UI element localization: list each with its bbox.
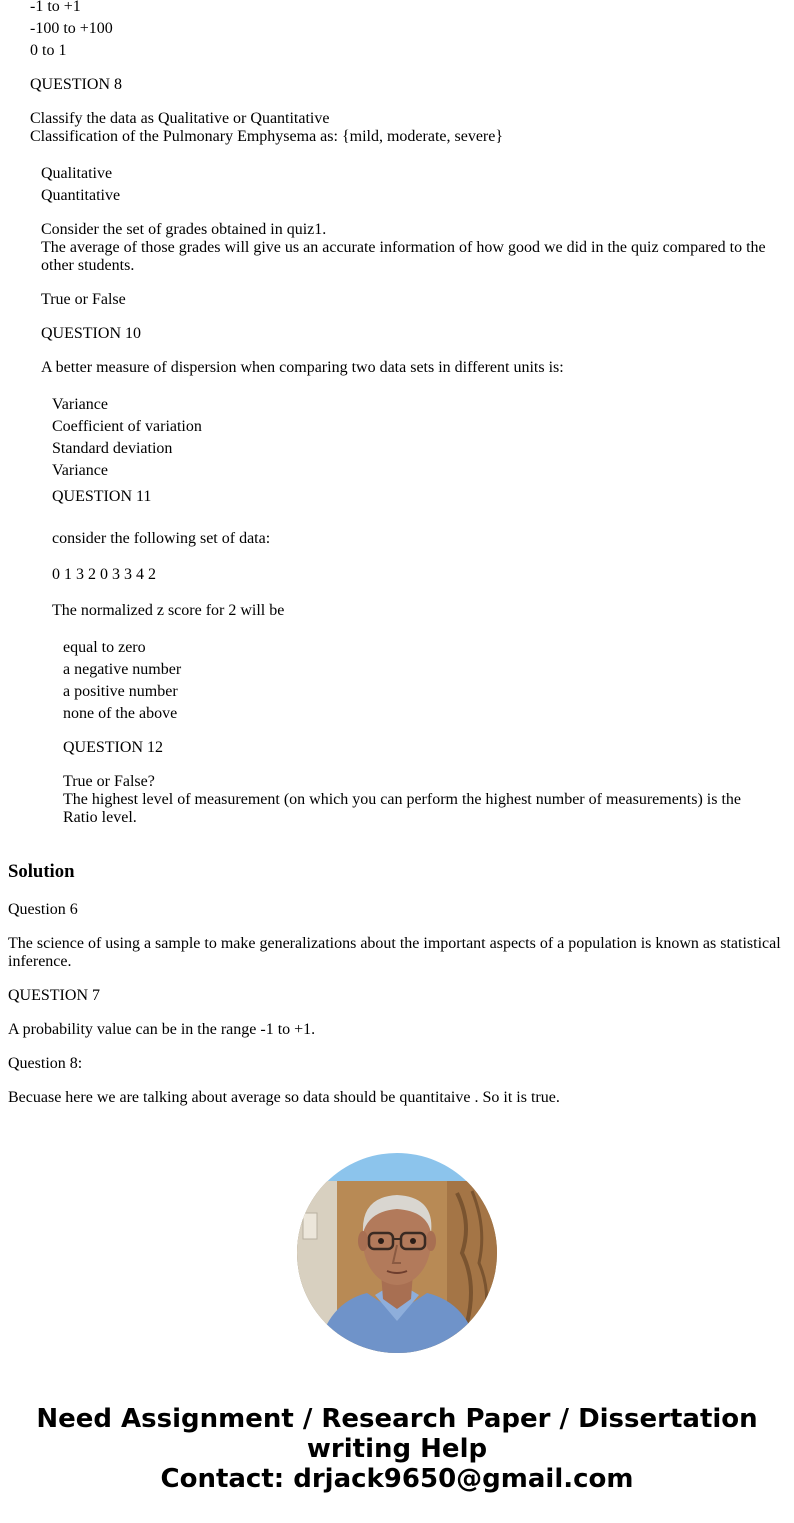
promo-line-2: writing Help bbox=[306, 1434, 488, 1464]
q8-option-1: Qualitative bbox=[41, 165, 113, 182]
q8-line-1: Classify the data as Qualitative or Quantitative bbox=[30, 110, 330, 127]
q9-line-1: Consider the set of grades obtained in quiz1. bbox=[41, 221, 327, 238]
q10-option-3: Standard deviation bbox=[52, 440, 173, 457]
promo-contact: Contact: drjack9650@gmail.com bbox=[160, 1464, 634, 1494]
q11-option-2: a negative number bbox=[63, 661, 182, 678]
q11-intro: consider the following set of data: bbox=[52, 530, 271, 547]
q11-text: The normalized z score for 2 will be bbox=[52, 602, 285, 619]
q10-option-2: Coefficient of variation bbox=[52, 418, 202, 435]
tutor-avatar bbox=[297, 1153, 497, 1353]
q12-label: QUESTION 12 bbox=[63, 739, 163, 756]
solution-q8-answer: Becuase here we are talking about average so data should be quantitaive . So it is true. bbox=[8, 1089, 560, 1106]
q11-option-1: equal to zero bbox=[63, 639, 146, 656]
q9-line-2: The average of those grades will give us an accurate information of how good we did in the quiz compared to the other students. bbox=[41, 239, 766, 274]
promo-line-1: Need Assignment / Research Paper / Dissertation bbox=[36, 1404, 758, 1434]
solution-q8-label: Question 8: bbox=[8, 1055, 83, 1072]
q10-label: QUESTION 10 bbox=[41, 325, 141, 342]
q11-option-3: a positive number bbox=[63, 683, 178, 700]
solution-q6-answer: The science of using a sample to make generalizations about the important aspects of a population is known as statistical inference. bbox=[8, 935, 781, 970]
solution-q6-label: Question 6 bbox=[8, 901, 78, 918]
q10-text: A better measure of dispersion when comparing two data sets in different units is: bbox=[41, 359, 564, 376]
q12-line-1: True or False? bbox=[63, 773, 155, 790]
q7-option-1: -1 to +1 bbox=[30, 0, 81, 15]
solution-q7-label: QUESTION 7 bbox=[8, 987, 100, 1004]
q8-line-2: Classification of the Pulmonary Emphysema as: {mild, moderate, severe} bbox=[30, 128, 504, 145]
q8-label: QUESTION 8 bbox=[30, 76, 122, 93]
q11-data: 0 1 3 2 0 3 3 4 2 bbox=[52, 566, 156, 583]
q10-option-4: Variance bbox=[52, 462, 108, 479]
q11-label: QUESTION 11 bbox=[52, 488, 152, 505]
q9-answer-prompt: True or False bbox=[41, 291, 126, 308]
q8-option-2: Quantitative bbox=[41, 187, 121, 204]
solution-q7-answer: A probability value can be in the range -1 to +1. bbox=[8, 1021, 316, 1038]
q7-option-3: 0 to 1 bbox=[30, 42, 67, 59]
solution-heading: Solution bbox=[8, 861, 75, 882]
q12-line-2: The highest level of measurement (on which you can perform the highest number of measurements) is the Ratio level. bbox=[63, 791, 742, 826]
tutor-portrait-icon bbox=[297, 1153, 497, 1353]
q7-option-2: -100 to +100 bbox=[30, 20, 113, 37]
q11-option-4: none of the above bbox=[63, 705, 178, 722]
q10-option-1: Variance bbox=[52, 396, 108, 413]
